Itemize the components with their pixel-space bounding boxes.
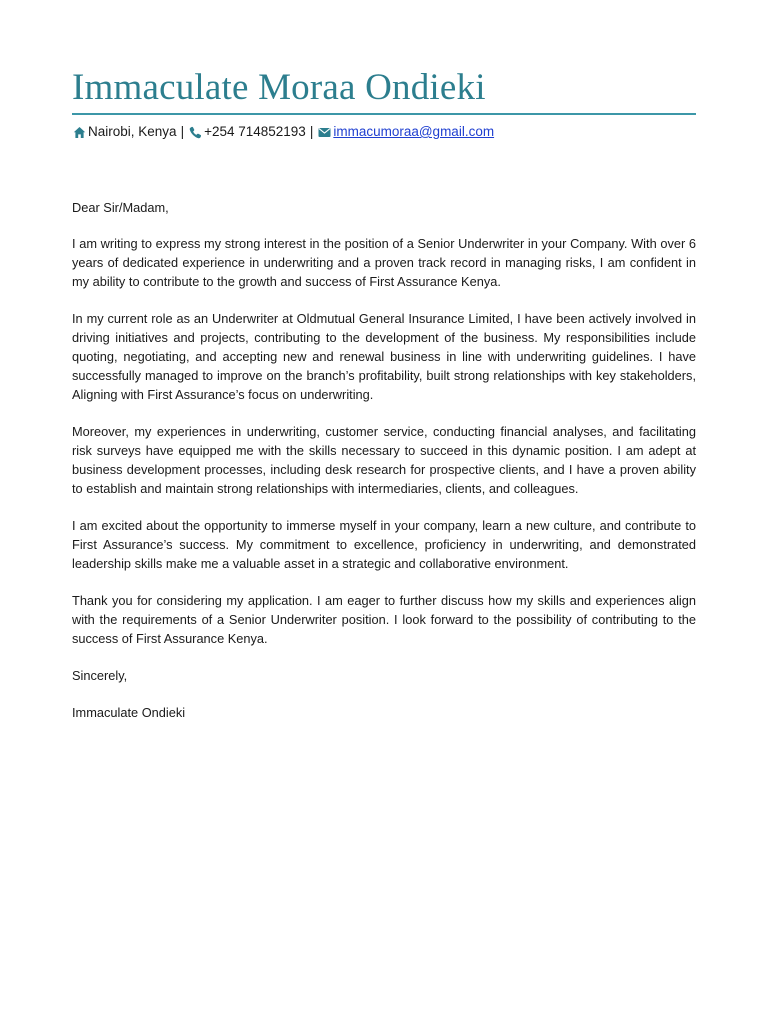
letter-greeting: Dear Sir/Madam,: [72, 200, 169, 215]
letter-paragraph: In my current role as an Underwriter at Oldmutual General Insurance Limited, I have been actively involved in driving initiatives and projects, contributing to the development of the business. My responsibilities include quoting, negotiating, and accepting new and renewal business in line with underwriting guidelines. I have successfully managed to improve on the branch’s profitability, built strong relationships with key stakeholders, Aligning with First Assurance’s focus on underwriting.: [72, 311, 696, 402]
letter-paragraph: I am writing to express my strong interest in the position of a Senior Underwriter in your Company. With over 6 years of dedicated experience in underwriting and a proven track record in managing risks, I am confident in my ability to contribute to the growth and success of First Assurance Kenya.: [72, 236, 696, 289]
email-icon: [317, 125, 331, 139]
header-divider: [72, 113, 696, 115]
letter-paragraph: I am excited about the opportunity to immerse myself in your company, learn a new culture, and contribute to First Assurance’s success. My commitment to excellence, proficiency in underwriting, and demonstrated leadership skills make me a valuable asset in a strategic and collaborative environment.: [72, 518, 696, 571]
letter-paragraph: Moreover, my experiences in underwriting, customer service, conducting financial analyses, and facilitating risk surveys have equipped me with the skills necessary to succeed in this dynamic position. I am adept at business development processes, including desk research for prospective clients, and I have a proven ability to establish and maintain strong relationships with intermediaries, clients, and colleagues.: [72, 424, 696, 496]
applicant-name: Immaculate Moraa Ondieki: [72, 67, 486, 108]
contact-phone: +254 714852193: [204, 124, 306, 139]
contact-location: Nairobi, Kenya: [88, 124, 177, 139]
letter-body: [72, 198, 696, 740]
contact-email-link[interactable]: immacumoraa@gmail.com: [333, 124, 495, 139]
contact-separator: |: [309, 124, 314, 139]
contact-line: [72, 122, 494, 142]
letter-closing: Sincerely,: [72, 668, 128, 683]
contact-separator: |: [180, 124, 185, 139]
home-icon: [72, 125, 86, 139]
letter-paragraph: Thank you for considering my application. I am eager to further discuss how my skills and experiences align with the requirements of a Senior Underwriter position. I look forward to the possibility of contributing to the success of First Assurance Kenya.: [72, 593, 696, 646]
letter-signature: Immaculate Ondieki: [72, 705, 186, 720]
phone-icon: [188, 125, 202, 139]
